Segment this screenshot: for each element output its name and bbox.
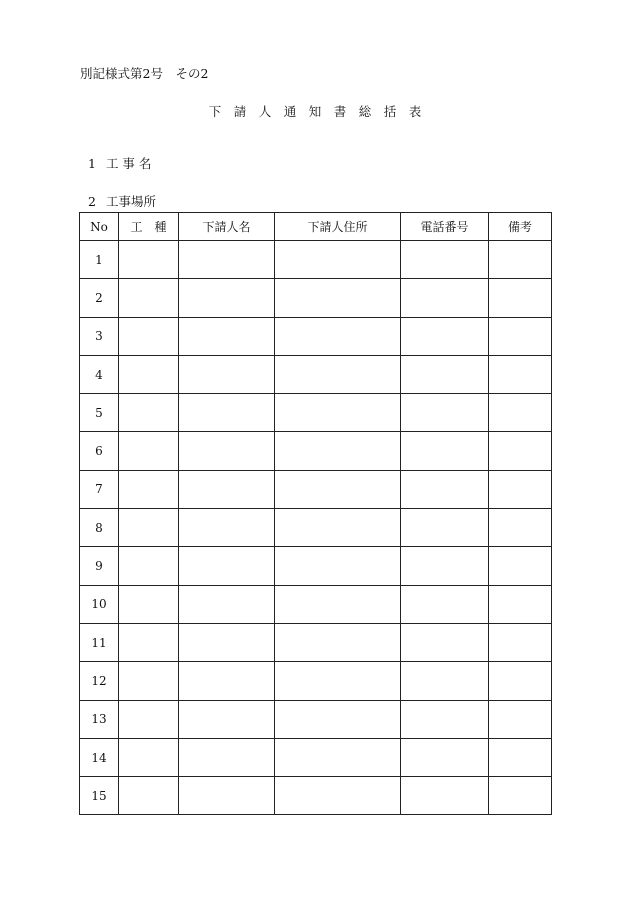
work-type-cell <box>119 432 179 470</box>
phone-number-cell <box>401 317 489 355</box>
form-number-label: 別記様式第2号 その2 <box>80 66 209 81</box>
subcontractor-name-cell <box>179 662 275 700</box>
subcontractor-summary-table <box>79 212 552 815</box>
remarks-cell <box>489 547 552 585</box>
subcontractor-address-cell <box>275 662 401 700</box>
phone-number-cell <box>401 432 489 470</box>
subcontractor-name-cell <box>179 470 275 508</box>
subcontractor-address-cell <box>275 317 401 355</box>
field-construction-site <box>80 177 156 210</box>
work-type-cell <box>119 394 179 432</box>
subcontractor-name-cell <box>179 738 275 776</box>
row-number: 9 <box>80 547 119 585</box>
phone-number-cell <box>401 509 489 547</box>
row-number: 7 <box>80 470 119 508</box>
table-row <box>80 317 552 355</box>
remarks-cell <box>489 738 552 776</box>
remarks-cell <box>489 279 552 317</box>
work-type-cell <box>119 585 179 623</box>
table-row <box>80 509 552 547</box>
subcontractor-address-cell <box>275 470 401 508</box>
table-row <box>80 279 552 317</box>
subcontractor-address-cell <box>275 241 401 279</box>
remarks-cell <box>489 585 552 623</box>
field-label: 工 事 名 <box>105 156 152 171</box>
work-type-cell <box>119 241 179 279</box>
subcontractor-address-cell <box>275 355 401 393</box>
table-row <box>80 241 552 279</box>
row-number: 2 <box>80 279 119 317</box>
table-row <box>80 432 552 470</box>
subcontractor-address-cell <box>275 279 401 317</box>
phone-number-cell <box>401 777 489 815</box>
work-type-cell <box>119 738 179 776</box>
row-number: 5 <box>80 394 119 432</box>
table-row <box>80 470 552 508</box>
remarks-cell <box>489 470 552 508</box>
subcontractor-address-cell <box>275 585 401 623</box>
row-number: 4 <box>80 355 119 393</box>
table-row <box>80 662 552 700</box>
row-number: 3 <box>80 317 119 355</box>
subcontractor-name-cell <box>179 700 275 738</box>
subcontractor-name-cell <box>179 777 275 815</box>
subcontractor-name-cell <box>179 241 275 279</box>
table-row <box>80 738 552 776</box>
subcontractor-address-cell <box>275 623 401 661</box>
work-type-cell <box>119 509 179 547</box>
phone-number-cell <box>401 547 489 585</box>
field-construction-name <box>80 139 151 172</box>
subcontractor-address-cell <box>275 738 401 776</box>
phone-number-cell <box>401 355 489 393</box>
phone-number-cell <box>401 279 489 317</box>
table-row <box>80 394 552 432</box>
remarks-cell <box>489 700 552 738</box>
row-number: 6 <box>80 432 119 470</box>
field-number: 2 <box>87 194 96 209</box>
subcontractor-name-cell <box>179 432 275 470</box>
column-header-remarks: 備考 <box>489 213 552 241</box>
subcontractor-address-cell <box>275 509 401 547</box>
table-row <box>80 547 552 585</box>
subcontractor-name-cell <box>179 547 275 585</box>
table-row <box>80 700 552 738</box>
remarks-cell <box>489 509 552 547</box>
subcontractor-address-cell <box>275 432 401 470</box>
table-header-row <box>80 213 552 241</box>
column-header-phone-number: 電話番号 <box>401 213 489 241</box>
column-header-no: No <box>80 213 119 241</box>
row-number: 14 <box>80 738 119 776</box>
field-label: 工事場所 <box>105 194 156 209</box>
remarks-cell <box>489 355 552 393</box>
table-row <box>80 355 552 393</box>
work-type-cell <box>119 547 179 585</box>
row-number: 13 <box>80 700 119 738</box>
phone-number-cell <box>401 623 489 661</box>
remarks-cell <box>489 662 552 700</box>
subcontractor-address-cell <box>275 777 401 815</box>
work-type-cell <box>119 355 179 393</box>
row-number: 10 <box>80 585 119 623</box>
remarks-cell <box>489 623 552 661</box>
work-type-cell <box>119 777 179 815</box>
remarks-cell <box>489 317 552 355</box>
remarks-cell <box>489 241 552 279</box>
table-body <box>80 241 552 815</box>
subcontractor-name-cell <box>179 394 275 432</box>
subcontractor-name-cell <box>179 317 275 355</box>
phone-number-cell <box>401 585 489 623</box>
row-number: 8 <box>80 509 119 547</box>
subcontractor-address-cell <box>275 394 401 432</box>
work-type-cell <box>119 279 179 317</box>
table-row <box>80 623 552 661</box>
work-type-cell <box>119 662 179 700</box>
column-header-subcontractor-address: 下請人住所 <box>275 213 401 241</box>
row-number: 15 <box>80 777 119 815</box>
subcontractor-name-cell <box>179 355 275 393</box>
subcontractor-name-cell <box>179 279 275 317</box>
subcontractor-name-cell <box>179 509 275 547</box>
field-number: 1 <box>87 156 96 171</box>
subcontractor-address-cell <box>275 700 401 738</box>
row-number: 12 <box>80 662 119 700</box>
work-type-cell <box>119 700 179 738</box>
subcontractor-address-cell <box>275 547 401 585</box>
work-type-cell <box>119 317 179 355</box>
phone-number-cell <box>401 470 489 508</box>
subcontractor-name-cell <box>179 623 275 661</box>
row-number: 11 <box>80 623 119 661</box>
phone-number-cell <box>401 241 489 279</box>
document-title: 下 請 人 通 知 書 総 括 表 <box>208 104 422 119</box>
row-number: 1 <box>80 241 119 279</box>
column-header-work-type: 工 種 <box>119 213 179 241</box>
remarks-cell <box>489 394 552 432</box>
work-type-cell <box>119 470 179 508</box>
remarks-cell <box>489 432 552 470</box>
remarks-cell <box>489 777 552 815</box>
work-type-cell <box>119 623 179 661</box>
phone-number-cell <box>401 700 489 738</box>
table-row <box>80 777 552 815</box>
subcontractor-name-cell <box>179 585 275 623</box>
phone-number-cell <box>401 662 489 700</box>
column-header-subcontractor-name: 下請人名 <box>179 213 275 241</box>
phone-number-cell <box>401 738 489 776</box>
phone-number-cell <box>401 394 489 432</box>
table-row <box>80 585 552 623</box>
